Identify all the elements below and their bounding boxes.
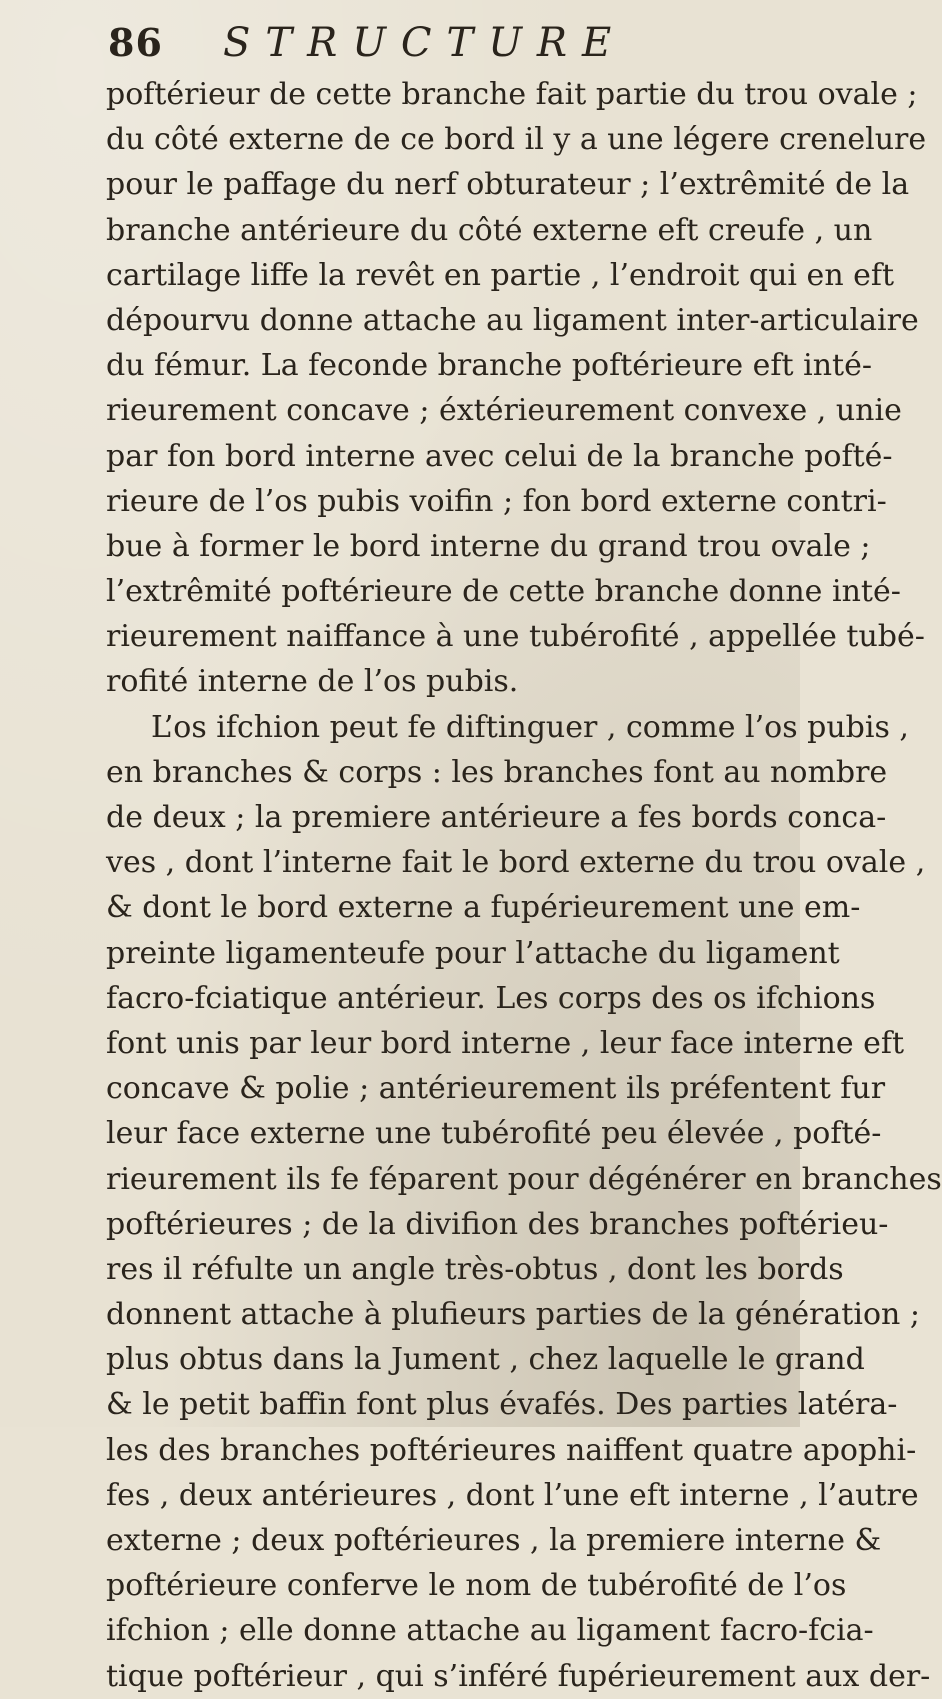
text-line: tique poftérieur , qui s’inféré fupérieurement aux der- [106, 1658, 931, 1694]
text-line: res il réfulte un angle très-obtus , dont les bords [106, 1251, 844, 1287]
text-line: pour le paffage du nerf obturateur ; l’extrêmité de la [106, 167, 910, 203]
text-line: donnent attache à plufieurs parties de la génération ; [106, 1297, 920, 1333]
text-line: facro-fciatique antérieur. Les corps des os ifchions [106, 980, 876, 1016]
text-line: & dont le bord externe a fupérieurement une em- [106, 890, 861, 926]
text-line: en branches & corps : les branches font au nombre [106, 754, 888, 790]
text-line: font unis par leur bord interne , leur face interne eft [106, 1025, 905, 1061]
text-line: L’os ifchion peut fe diftinguer , comme l’os pubis , [151, 709, 909, 745]
text-line: rofité interne de l’os pubis. [106, 664, 519, 700]
text-line: branche antérieure du côté externe eft creufe , un [106, 212, 873, 248]
text-line: concave & polie ; antérieurement ils préfentent fur [106, 1071, 886, 1107]
text-line: l’extrêmité poftérieure de cette branche donne inté- [106, 574, 901, 610]
text-line: rieurement ils fe féparent pour dégénérer en branches [106, 1161, 942, 1197]
text-line: & le petit baffin font plus évafés. Des parties latéra- [106, 1387, 898, 1423]
text-line: les des branches poftérieures naiffent quatre apophi- [106, 1432, 917, 1468]
page-number: 86 [108, 20, 163, 65]
text-line: ves , dont l’interne fait le bord externe du trou ovale , [106, 845, 926, 881]
text-line: rieurement naiffance à une tubérofité , appellée tubé- [106, 619, 925, 655]
text-line: poftérieure conferve le nom de tubérofité de l’os [106, 1568, 847, 1604]
text-line: rieure de l’os pubis voifin ; fon bord externe contri- [106, 483, 887, 519]
text-line: de deux ; la premiere antérieure a fes bords conca- [106, 800, 887, 835]
text-line: fes , deux antérieures , dont l’une eft interne , l’autre [106, 1477, 919, 1513]
text-line: bue à former le bord interne du grand trou ovale ; [106, 528, 871, 564]
text-line: ifchion ; elle donne attache au ligament facro-fcia- [106, 1613, 874, 1649]
text-line: du côté externe de ce bord il y a une légere crenelure [106, 122, 927, 158]
text-line: cartilage liffe la revêt en partie , l’endroit qui en eft [106, 257, 895, 293]
text-line: dépourvu donne attache au ligament inter-articulaire [106, 302, 919, 338]
body-text [106, 72, 942, 1699]
text-line: externe ; deux poftérieures , la premiere interne & [106, 1523, 882, 1558]
text-line: du fémur. La feconde branche poftérieure eft inté- [106, 348, 872, 384]
text-line: preinte ligamenteufe pour l’attache du ligament [106, 935, 840, 971]
text-line: leur face externe une tubérofité peu élevée , pofté- [106, 1116, 882, 1152]
text-line: plus obtus dans la Jument , chez laquelle le grand [106, 1342, 865, 1378]
text-line: poftérieur de cette branche fait partie du trou ovale ; [106, 77, 918, 112]
running-head [108, 20, 798, 80]
running-title: STRUCTURE [223, 20, 627, 66]
text-line: par fon bord interne avec celui de la branche pofté- [106, 438, 893, 474]
text-line: rieurement concave ; éxtérieurement convexe , unie [106, 393, 902, 429]
text-line: poftérieures ; de la divifion des branches poftérieu- [106, 1206, 889, 1242]
